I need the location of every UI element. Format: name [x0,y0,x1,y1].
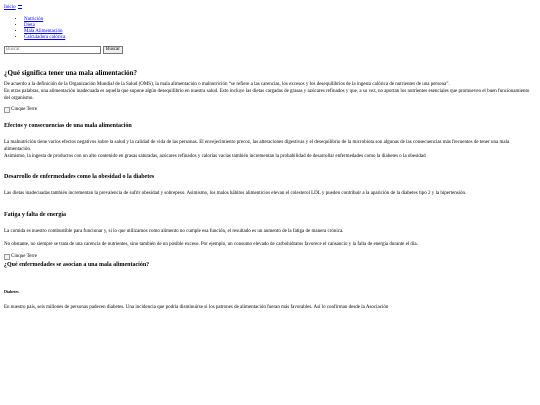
main-menu [4,17,536,41]
broken-image-icon [4,254,10,260]
paragraph: De acuerdo a la definición de la Organización Mundial de la Salud (OMS), la mala alimentación o malnutrición “se refiere a las carencias, los excesos y los desequilibrios de la ingesta calórica de nutrientes de una persona”. [4,82,450,87]
broken-image-icon [4,107,10,113]
home-link[interactable]: Inicio [4,5,16,10]
image-alt-text: Cinque Terre [11,107,38,112]
article-image [4,253,536,260]
image-alt-text: Cinque Terre [11,254,38,259]
paragraph: No obstante, no siempre se trata de una carencia de nutrientes, sino también de un posible exceso. Por ejemplo, un consumo elevado de carbohidratos favorece el cansancio y la falta de energía durante el día. [4,242,418,247]
search-button[interactable]: Buscar [103,46,123,54]
top-nav [4,4,536,11]
article-image [4,106,536,113]
menu-toggle-icon[interactable] [18,5,22,9]
paragraph: La comida es nuestro combustible para funcionar y, si lo que utilizamos como alimento no cumple esa función, el resultado es un aumento de la fatiga de manera crónica. [4,229,344,234]
menu-link-calculadora[interactable]: Calculadora calórica [24,35,66,40]
heading-mala-alimentacion: ¿Qué significa tener una mala alimentación? [4,69,138,77]
menu-link-dieta[interactable]: Dieta [24,23,35,28]
heading-enfermedades-asociadas: ¿Qué enfermedades se asocian a una mala alimentación? [4,262,150,268]
paragraph: En nuestro país, seis millones de personas padecen diabetes. Una incidencia que podría disminuirse si los patrones de alimentación fueran más favorables. Así lo confirman desde la Asociación [4,305,389,310]
paragraph: Asimismo, la ingesta de productos con un alto contenido en grasas saturadas, azúcares refinados y calorías vacías también incrementan la probabilidad de desarrollar enfermedades como la diabetes o la obesidad [4,154,426,159]
search-input[interactable] [4,46,101,54]
heading-enfermedades: Desarrollo de enfermedades como la obesidad o la diabetes [4,174,155,180]
paragraph: La malnutrición tiene varios efectos negativos sobre la salud y la calidad de vida de las personas. El envejecimiento precoz, las alteraciones digestivas y el desequilibrio de la microbiota son algunas de las consecuencias más frecuentes de tener una mala alimentación. [4,140,510,152]
search-form [4,45,536,54]
menu-item-calculadora[interactable] [24,35,536,41]
paragraph: En otras palabras, una alimentación inadecuada es aquella que supone algún desequilibrio en nuestra salud. Esto incluye las dietas cargadas de grasas y azúcares refinados y que, a su vez, no aportan los nutrientes esenciales que promueven el buen funcionamiento del organismo. [4,89,530,101]
menu-link-nutricion[interactable]: Nutrición [24,17,44,22]
paragraph: Las dietas inadecuadas también incrementan la prevalencia de sufrir obesidad y sobrepeso. Asimismo, los malos hábitos alimenticios elevan el colesterol LDL y pueden contribuir a la aparición de la diabetes tipo 2 y la hipertensión. [4,191,467,196]
heading-fatiga: Fatiga y falta de energía [4,212,66,218]
heading-efectos: Efectos y consecuencias de una mala alimentación [4,123,132,129]
menu-link-mala-alimentacion[interactable]: Mala Alimentación [24,29,63,34]
heading-diabetes: Diabetes [4,289,19,294]
